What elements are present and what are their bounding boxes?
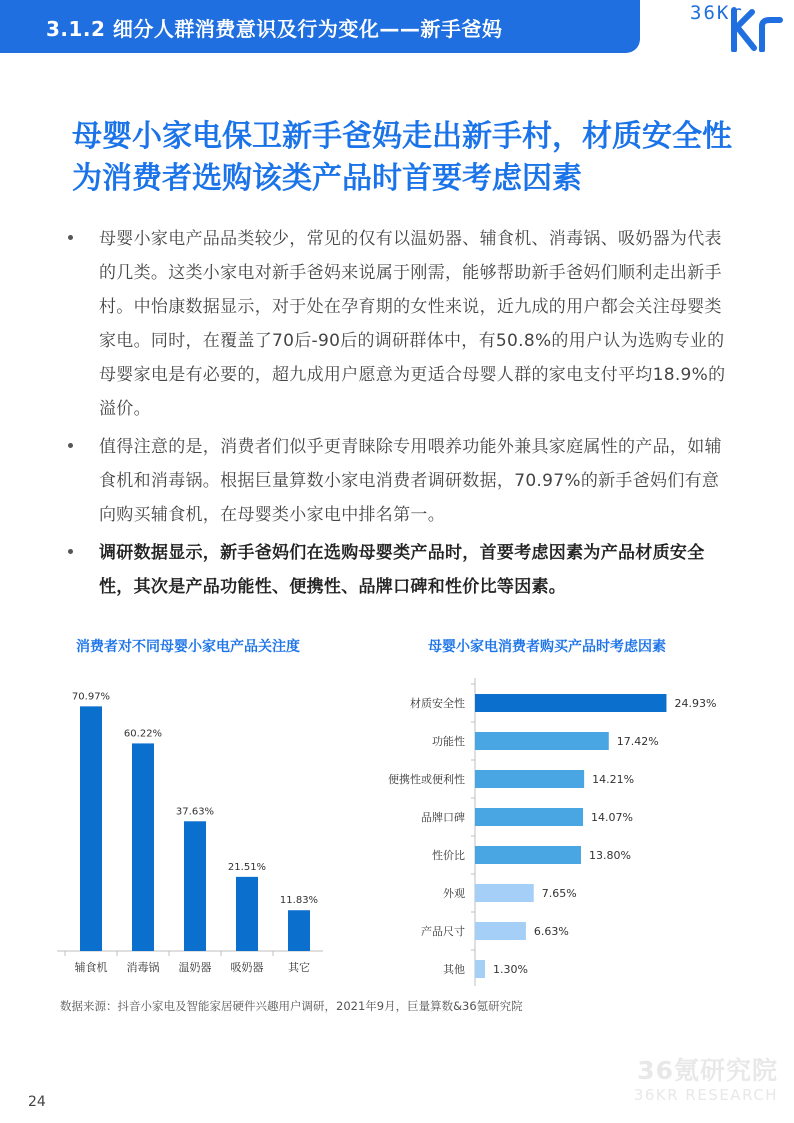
watermark-en: 36KR RESEARCH [633, 1086, 778, 1104]
left-chart-title: 消费者对不同母婴小家电产品关注度 [76, 639, 300, 655]
data-label: 7.65% [541, 887, 577, 900]
bar [236, 877, 258, 951]
bullet-text: 调研数据显示，新手爸妈们在选购母婴类产品时，首要考虑因素为产品材质安全性，其次是产品功能性、便携性、品牌口碑和性价比等因素。 [99, 543, 705, 597]
category-label: 外观 [443, 887, 465, 900]
bullet-dot [68, 549, 73, 554]
headline: 母婴小家电保卫新手爸妈走出新手村，材质安全性为消费者选购该类产品时首要考虑因素 [72, 119, 732, 196]
data-label: 37.63% [175, 806, 215, 818]
category-label: 产品尺寸 [421, 925, 465, 938]
category-label: 材质安全性 [410, 697, 465, 710]
bar [475, 770, 584, 788]
category-label: 功能性 [432, 735, 465, 748]
bar [80, 706, 102, 951]
data-label: 21.51% [227, 861, 267, 873]
data-label: 14.07% [591, 811, 634, 824]
bar [132, 743, 154, 951]
data-label: 11.83% [279, 895, 319, 907]
category-label: 性价比 [432, 849, 465, 862]
category-label: 其他 [443, 963, 465, 976]
bar [475, 960, 485, 978]
bar [184, 821, 206, 951]
purchase-factor-bar-chart [360, 676, 780, 986]
header-bar [0, 0, 640, 53]
bar [475, 846, 581, 864]
category-label: 消毒锅 [126, 961, 160, 974]
bullet-text: 母婴小家电产品品类较少，常见的仅有以温奶器、辅食机、消毒锅、吸奶器为代表的几类。这类小家电对新手爸妈来说属于刚需，能够帮助新手爸妈们顺利走出新手村。中怡康数据显示，对于处在孕育期的女性来说，近九成的用户都会关注母婴类家电。同时，在覆盖了70后-90后的调研群体中，有50.8%的用户认为选购专业的母婴家电是有必要的，超九成用户愿意为更适合母婴人群的家电支付平均18.9%的溢价。 [99, 229, 726, 419]
category-label: 其它 [288, 961, 310, 974]
bullet-item [62, 222, 732, 426]
bar [475, 732, 609, 750]
logo-mark-icon [728, 4, 788, 52]
bullet-item-key-finding [62, 536, 732, 604]
bullet-text: 值得注意的是，消费者们似乎更青睐除专用喂养功能外兼具家庭属性的产品，如辅食机和消毒锅。根据巨量算数小家电消费者调研数据，70.97%的新手爸妈们有意向购买辅食机，在母婴类小家电中排名第一。 [99, 437, 722, 525]
right-chart-title: 母婴小家电消费者购买产品时考虑因素 [428, 639, 666, 655]
category-label: 辅食机 [74, 961, 108, 974]
data-label: 6.63% [533, 925, 569, 938]
attention-bar-chart [55, 680, 325, 980]
bar [475, 884, 534, 902]
bullet-item [62, 430, 732, 532]
bullet-dot [68, 235, 73, 240]
category-label: 便携性或便利性 [388, 773, 465, 786]
data-label: 70.97% [71, 691, 111, 703]
bar [475, 922, 526, 940]
category-label: 温奶器 [178, 961, 212, 974]
bar [475, 808, 583, 826]
watermark-cn: 36氪研究院 [637, 1056, 778, 1085]
watermark [628, 1056, 778, 1104]
data-label: 24.93% [674, 697, 717, 710]
bullet-dot [68, 443, 73, 448]
data-label: 14.21% [592, 773, 635, 786]
data-label: 13.80% [588, 849, 631, 862]
data-label: 17.42% [616, 735, 659, 748]
bullet-list [62, 222, 732, 608]
page-number: 24 [28, 1094, 46, 1110]
brand-logo-text: 36Kr [690, 2, 744, 24]
brand-logo [690, 2, 794, 50]
category-label: 吸奶器 [230, 961, 264, 974]
data-label: 1.30% [492, 963, 528, 976]
category-label: 品牌口碑 [421, 811, 465, 824]
bar [288, 910, 310, 951]
section-title: 3.1.2 细分人群消费意识及行为变化——新手爸妈 [46, 17, 503, 41]
bar [475, 694, 666, 712]
data-source-note: 数据来源：抖音小家电及智能家居硬件兴趣用户调研，2021年9月，巨量算数&36氪研究院 [60, 999, 523, 1013]
data-label: 60.22% [123, 728, 163, 740]
